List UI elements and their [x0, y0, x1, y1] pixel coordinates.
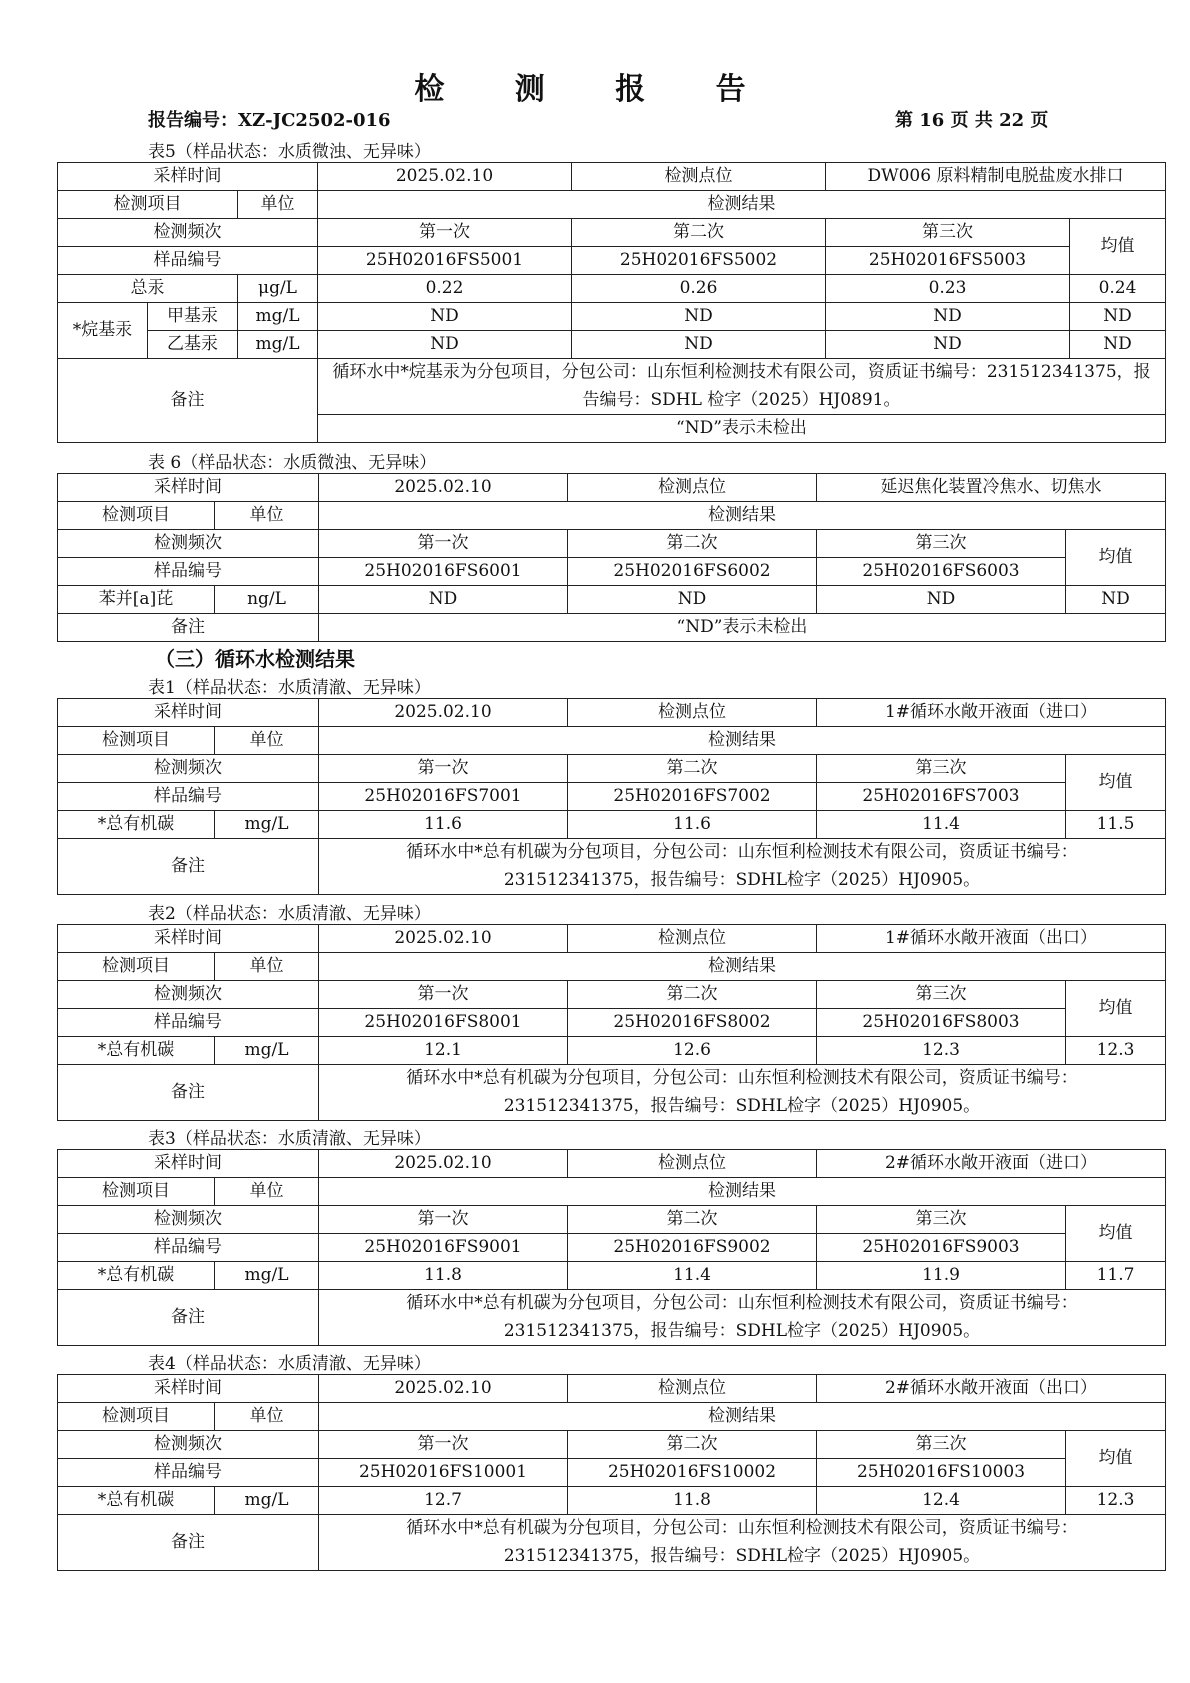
- label-sampling-time: 采样时间: [58, 474, 319, 502]
- label-third: 第三次: [817, 1431, 1066, 1459]
- mean-value: 11.7: [1066, 1262, 1166, 1290]
- circ-table4-caption: 表4（样品状态：水质清澈、无异味）: [148, 1354, 431, 1374]
- mean-value: 0.24: [1070, 275, 1166, 303]
- label-sampling-time: 采样时间: [58, 1375, 319, 1403]
- result-value: 0.23: [826, 275, 1070, 303]
- circ-table3-caption: 表3（样品状态：水质清澈、无异味）: [148, 1129, 431, 1149]
- test-point-value: 2#循环水敞开液面（进口）: [817, 1150, 1166, 1178]
- circ-table3: [57, 1149, 1166, 1346]
- test-point-value: 1#循环水敞开液面（出口）: [817, 925, 1166, 953]
- label-remarks: 备注: [58, 1065, 319, 1121]
- sample-no: 25H02016FS10003: [817, 1459, 1066, 1487]
- result-value: 11.6: [319, 811, 568, 839]
- sample-no: 25H02016FS6003: [817, 558, 1066, 586]
- test-point-value: DW006 原料精制电脱盐废水排口: [826, 163, 1166, 191]
- label-unit: 单位: [215, 727, 319, 755]
- label-mean: 均值: [1066, 1431, 1166, 1487]
- result-value: 11.9: [817, 1262, 1066, 1290]
- result-value: 11.4: [817, 811, 1066, 839]
- circ-table1: [57, 698, 1166, 895]
- item-name: 总汞: [58, 275, 238, 303]
- sample-no: 25H02016FS5003: [826, 247, 1070, 275]
- label-remarks: 备注: [58, 614, 319, 642]
- label-remarks: 备注: [58, 1290, 319, 1346]
- label-frequency: 检测频次: [58, 219, 318, 247]
- remark-text: 循环水中*总有机碳为分包项目，分包公司：山东恒利检测技术有限公司，资质证书编号：231512341375，报告编号：SDHL检字（2025）HJ0905。: [319, 1065, 1166, 1121]
- mean-value: 12.3: [1066, 1487, 1166, 1515]
- sample-no: 25H02016FS10001: [319, 1459, 568, 1487]
- label-remarks: 备注: [58, 1515, 319, 1571]
- sampling-date: 2025.02.10: [319, 1150, 568, 1178]
- sample-no: 25H02016FS5001: [318, 247, 572, 275]
- table-row: [58, 811, 1166, 839]
- label-unit: 单位: [215, 502, 319, 530]
- table5-caption: 表5（样品状态：水质微浊、无异味）: [148, 142, 431, 162]
- table5: [57, 162, 1166, 443]
- label-sample-no: 样品编号: [58, 1234, 319, 1262]
- test-point-value: 2#循环水敞开液面（出口）: [817, 1375, 1166, 1403]
- label-test-point: 检测点位: [568, 1375, 817, 1403]
- item-name: *总有机碳: [58, 1262, 215, 1290]
- label-first: 第一次: [319, 1431, 568, 1459]
- label-test-item: 检测项目: [58, 1403, 215, 1431]
- sample-no: 25H02016FS7002: [568, 783, 817, 811]
- result-value: ND: [319, 586, 568, 614]
- label-test-point: 检测点位: [568, 925, 817, 953]
- sample-no: 25H02016FS7003: [817, 783, 1066, 811]
- label-test-item: 检测项目: [58, 727, 215, 755]
- label-test-result: 检测结果: [319, 1403, 1166, 1431]
- table6: [57, 473, 1166, 642]
- table-row: [58, 1262, 1166, 1290]
- mean-value: ND: [1070, 303, 1166, 331]
- sample-no: 25H02016FS9002: [568, 1234, 817, 1262]
- result-value: ND: [568, 586, 817, 614]
- sampling-date: 2025.02.10: [319, 925, 568, 953]
- label-test-point: 检测点位: [568, 474, 817, 502]
- label-frequency: 检测频次: [58, 981, 319, 1009]
- label-mean: 均值: [1066, 1206, 1166, 1262]
- item-name: 乙基汞: [148, 331, 238, 359]
- item-name: 苯并[a]芘: [58, 586, 215, 614]
- label-third: 第三次: [817, 530, 1066, 558]
- mean-value: 11.5: [1066, 811, 1166, 839]
- label-sample-no: 样品编号: [58, 1009, 319, 1037]
- item-unit: mg/L: [238, 331, 318, 359]
- result-value: 12.1: [319, 1037, 568, 1065]
- label-second: 第二次: [568, 1206, 817, 1234]
- label-sample-no: 样品编号: [58, 247, 318, 275]
- item-name: *总有机碳: [58, 1487, 215, 1515]
- remark-nd: “ND”表示未检出: [318, 415, 1166, 443]
- result-value: ND: [572, 303, 826, 331]
- test-point-value: 延迟焦化装置冷焦水、切焦水: [817, 474, 1166, 502]
- circ-table1-caption: 表1（样品状态：水质清澈、无异味）: [148, 678, 431, 698]
- label-test-point: 检测点位: [572, 163, 826, 191]
- label-third: 第三次: [817, 755, 1066, 783]
- label-test-point: 检测点位: [568, 699, 817, 727]
- table-row: [58, 303, 1166, 331]
- label-mean: 均值: [1070, 219, 1166, 275]
- label-mean: 均值: [1066, 530, 1166, 586]
- label-third: 第三次: [826, 219, 1070, 247]
- label-unit: 单位: [215, 953, 319, 981]
- sample-no: 25H02016FS6002: [568, 558, 817, 586]
- label-frequency: 检测频次: [58, 1431, 319, 1459]
- label-sampling-time: 采样时间: [58, 1150, 319, 1178]
- label-sampling-time: 采样时间: [58, 699, 319, 727]
- sampling-date: 2025.02.10: [319, 699, 568, 727]
- label-frequency: 检测频次: [58, 755, 319, 783]
- label-unit: 单位: [215, 1178, 319, 1206]
- result-value: 11.8: [568, 1487, 817, 1515]
- result-value: 11.4: [568, 1262, 817, 1290]
- sample-no: 25H02016FS8001: [319, 1009, 568, 1037]
- sample-no: 25H02016FS8003: [817, 1009, 1066, 1037]
- label-third: 第三次: [817, 981, 1066, 1009]
- result-value: 12.7: [319, 1487, 568, 1515]
- result-value: 12.4: [817, 1487, 1066, 1515]
- mean-value: ND: [1070, 331, 1166, 359]
- item-unit: mg/L: [215, 811, 319, 839]
- label-test-item: 检测项目: [58, 191, 238, 219]
- sample-no: 25H02016FS8002: [568, 1009, 817, 1037]
- label-test-item: 检测项目: [58, 1178, 215, 1206]
- label-third: 第三次: [817, 1206, 1066, 1234]
- label-test-point: 检测点位: [568, 1150, 817, 1178]
- item-unit: mg/L: [238, 303, 318, 331]
- result-value: 11.6: [568, 811, 817, 839]
- label-sampling-time: 采样时间: [58, 925, 319, 953]
- label-remarks: 备注: [58, 359, 318, 443]
- label-second: 第二次: [568, 530, 817, 558]
- result-value: ND: [318, 331, 572, 359]
- report-title: 检 测 报 告: [414, 72, 776, 107]
- table-row: [58, 586, 1166, 614]
- label-test-result: 检测结果: [319, 1178, 1166, 1206]
- remark-nd: “ND”表示未检出: [319, 614, 1166, 642]
- table-row: [58, 1487, 1166, 1515]
- label-frequency: 检测频次: [58, 530, 319, 558]
- label-second: 第二次: [568, 1431, 817, 1459]
- label-sample-no: 样品编号: [58, 558, 319, 586]
- label-test-item: 检测项目: [58, 953, 215, 981]
- result-value: 12.3: [817, 1037, 1066, 1065]
- sample-no: 25H02016FS5002: [572, 247, 826, 275]
- result-value: 11.8: [319, 1262, 568, 1290]
- label-second: 第二次: [568, 755, 817, 783]
- label-test-result: 检测结果: [318, 191, 1166, 219]
- sample-no: 25H02016FS9001: [319, 1234, 568, 1262]
- sampling-date: 2025.02.10: [319, 474, 568, 502]
- remark-text: 循环水中*总有机碳为分包项目，分包公司：山东恒利检测技术有限公司，资质证书编号：231512341375，报告编号：SDHL检字（2025）HJ0905。: [319, 1515, 1166, 1571]
- item-unit: mg/L: [215, 1037, 319, 1065]
- sample-no: 25H02016FS7001: [319, 783, 568, 811]
- remark-text: 循环水中*总有机碳为分包项目，分包公司：山东恒利检测技术有限公司，资质证书编号：231512341375，报告编号：SDHL检字（2025）HJ0905。: [319, 839, 1166, 895]
- sample-no: 25H02016FS9003: [817, 1234, 1066, 1262]
- item-name: *总有机碳: [58, 1037, 215, 1065]
- page-indicator: 第 16 页 共 22 页: [895, 110, 1049, 131]
- label-frequency: 检测频次: [58, 1206, 319, 1234]
- label-sample-no: 样品编号: [58, 1459, 319, 1487]
- result-value: ND: [817, 586, 1066, 614]
- result-value: ND: [318, 303, 572, 331]
- label-test-item: 检测项目: [58, 502, 215, 530]
- sampling-date: 2025.02.10: [319, 1375, 568, 1403]
- section-title: （三）循环水检测结果: [155, 647, 355, 671]
- result-value: ND: [826, 303, 1070, 331]
- label-second: 第二次: [568, 981, 817, 1009]
- table-row: [58, 331, 1166, 359]
- item-group-name: *烷基汞: [58, 303, 148, 359]
- label-sampling-time: 采样时间: [58, 163, 318, 191]
- sampling-date: 2025.02.10: [318, 163, 572, 191]
- item-unit: μg/L: [238, 275, 318, 303]
- sample-no: 25H02016FS10002: [568, 1459, 817, 1487]
- result-value: ND: [572, 331, 826, 359]
- mean-value: 12.3: [1066, 1037, 1166, 1065]
- result-value: ND: [826, 331, 1070, 359]
- circ-table4: [57, 1374, 1166, 1571]
- circ-table2: [57, 924, 1166, 1121]
- label-first: 第一次: [319, 530, 568, 558]
- label-second: 第二次: [572, 219, 826, 247]
- label-first: 第一次: [319, 981, 568, 1009]
- table-row: [58, 275, 1166, 303]
- item-unit: ng/L: [215, 586, 319, 614]
- label-first: 第一次: [318, 219, 572, 247]
- mean-value: ND: [1066, 586, 1166, 614]
- result-value: 0.22: [318, 275, 572, 303]
- label-test-result: 检测结果: [319, 727, 1166, 755]
- label-unit: 单位: [238, 191, 318, 219]
- label-sample-no: 样品编号: [58, 783, 319, 811]
- label-mean: 均值: [1066, 981, 1166, 1037]
- sample-no: 25H02016FS6001: [319, 558, 568, 586]
- label-test-result: 检测结果: [319, 502, 1166, 530]
- item-name: 甲基汞: [148, 303, 238, 331]
- label-first: 第一次: [319, 1206, 568, 1234]
- remark-text: 循环水中*总有机碳为分包项目，分包公司：山东恒利检测技术有限公司，资质证书编号：231512341375，报告编号：SDHL检字（2025）HJ0905。: [319, 1290, 1166, 1346]
- remark-text: 循环水中*烷基汞为分包项目，分包公司：山东恒利检测技术有限公司，资质证书编号：231512341375，报告编号：SDHL 检字（2025）HJ0891。: [318, 359, 1166, 415]
- test-point-value: 1#循环水敞开液面（进口）: [817, 699, 1166, 727]
- item-unit: mg/L: [215, 1487, 319, 1515]
- circ-table2-caption: 表2（样品状态：水质清澈、无异味）: [148, 904, 431, 924]
- result-value: 0.26: [572, 275, 826, 303]
- label-test-result: 检测结果: [319, 953, 1166, 981]
- label-mean: 均值: [1066, 755, 1166, 811]
- table-row: [58, 1037, 1166, 1065]
- item-name: *总有机碳: [58, 811, 215, 839]
- label-unit: 单位: [215, 1403, 319, 1431]
- item-unit: mg/L: [215, 1262, 319, 1290]
- label-first: 第一次: [319, 755, 568, 783]
- result-value: 12.6: [568, 1037, 817, 1065]
- table6-caption: 表 6（样品状态：水质微浊、无异味）: [148, 453, 437, 473]
- label-remarks: 备注: [58, 839, 319, 895]
- report-number: 报告编号：XZ-JC2502-016: [148, 110, 391, 131]
